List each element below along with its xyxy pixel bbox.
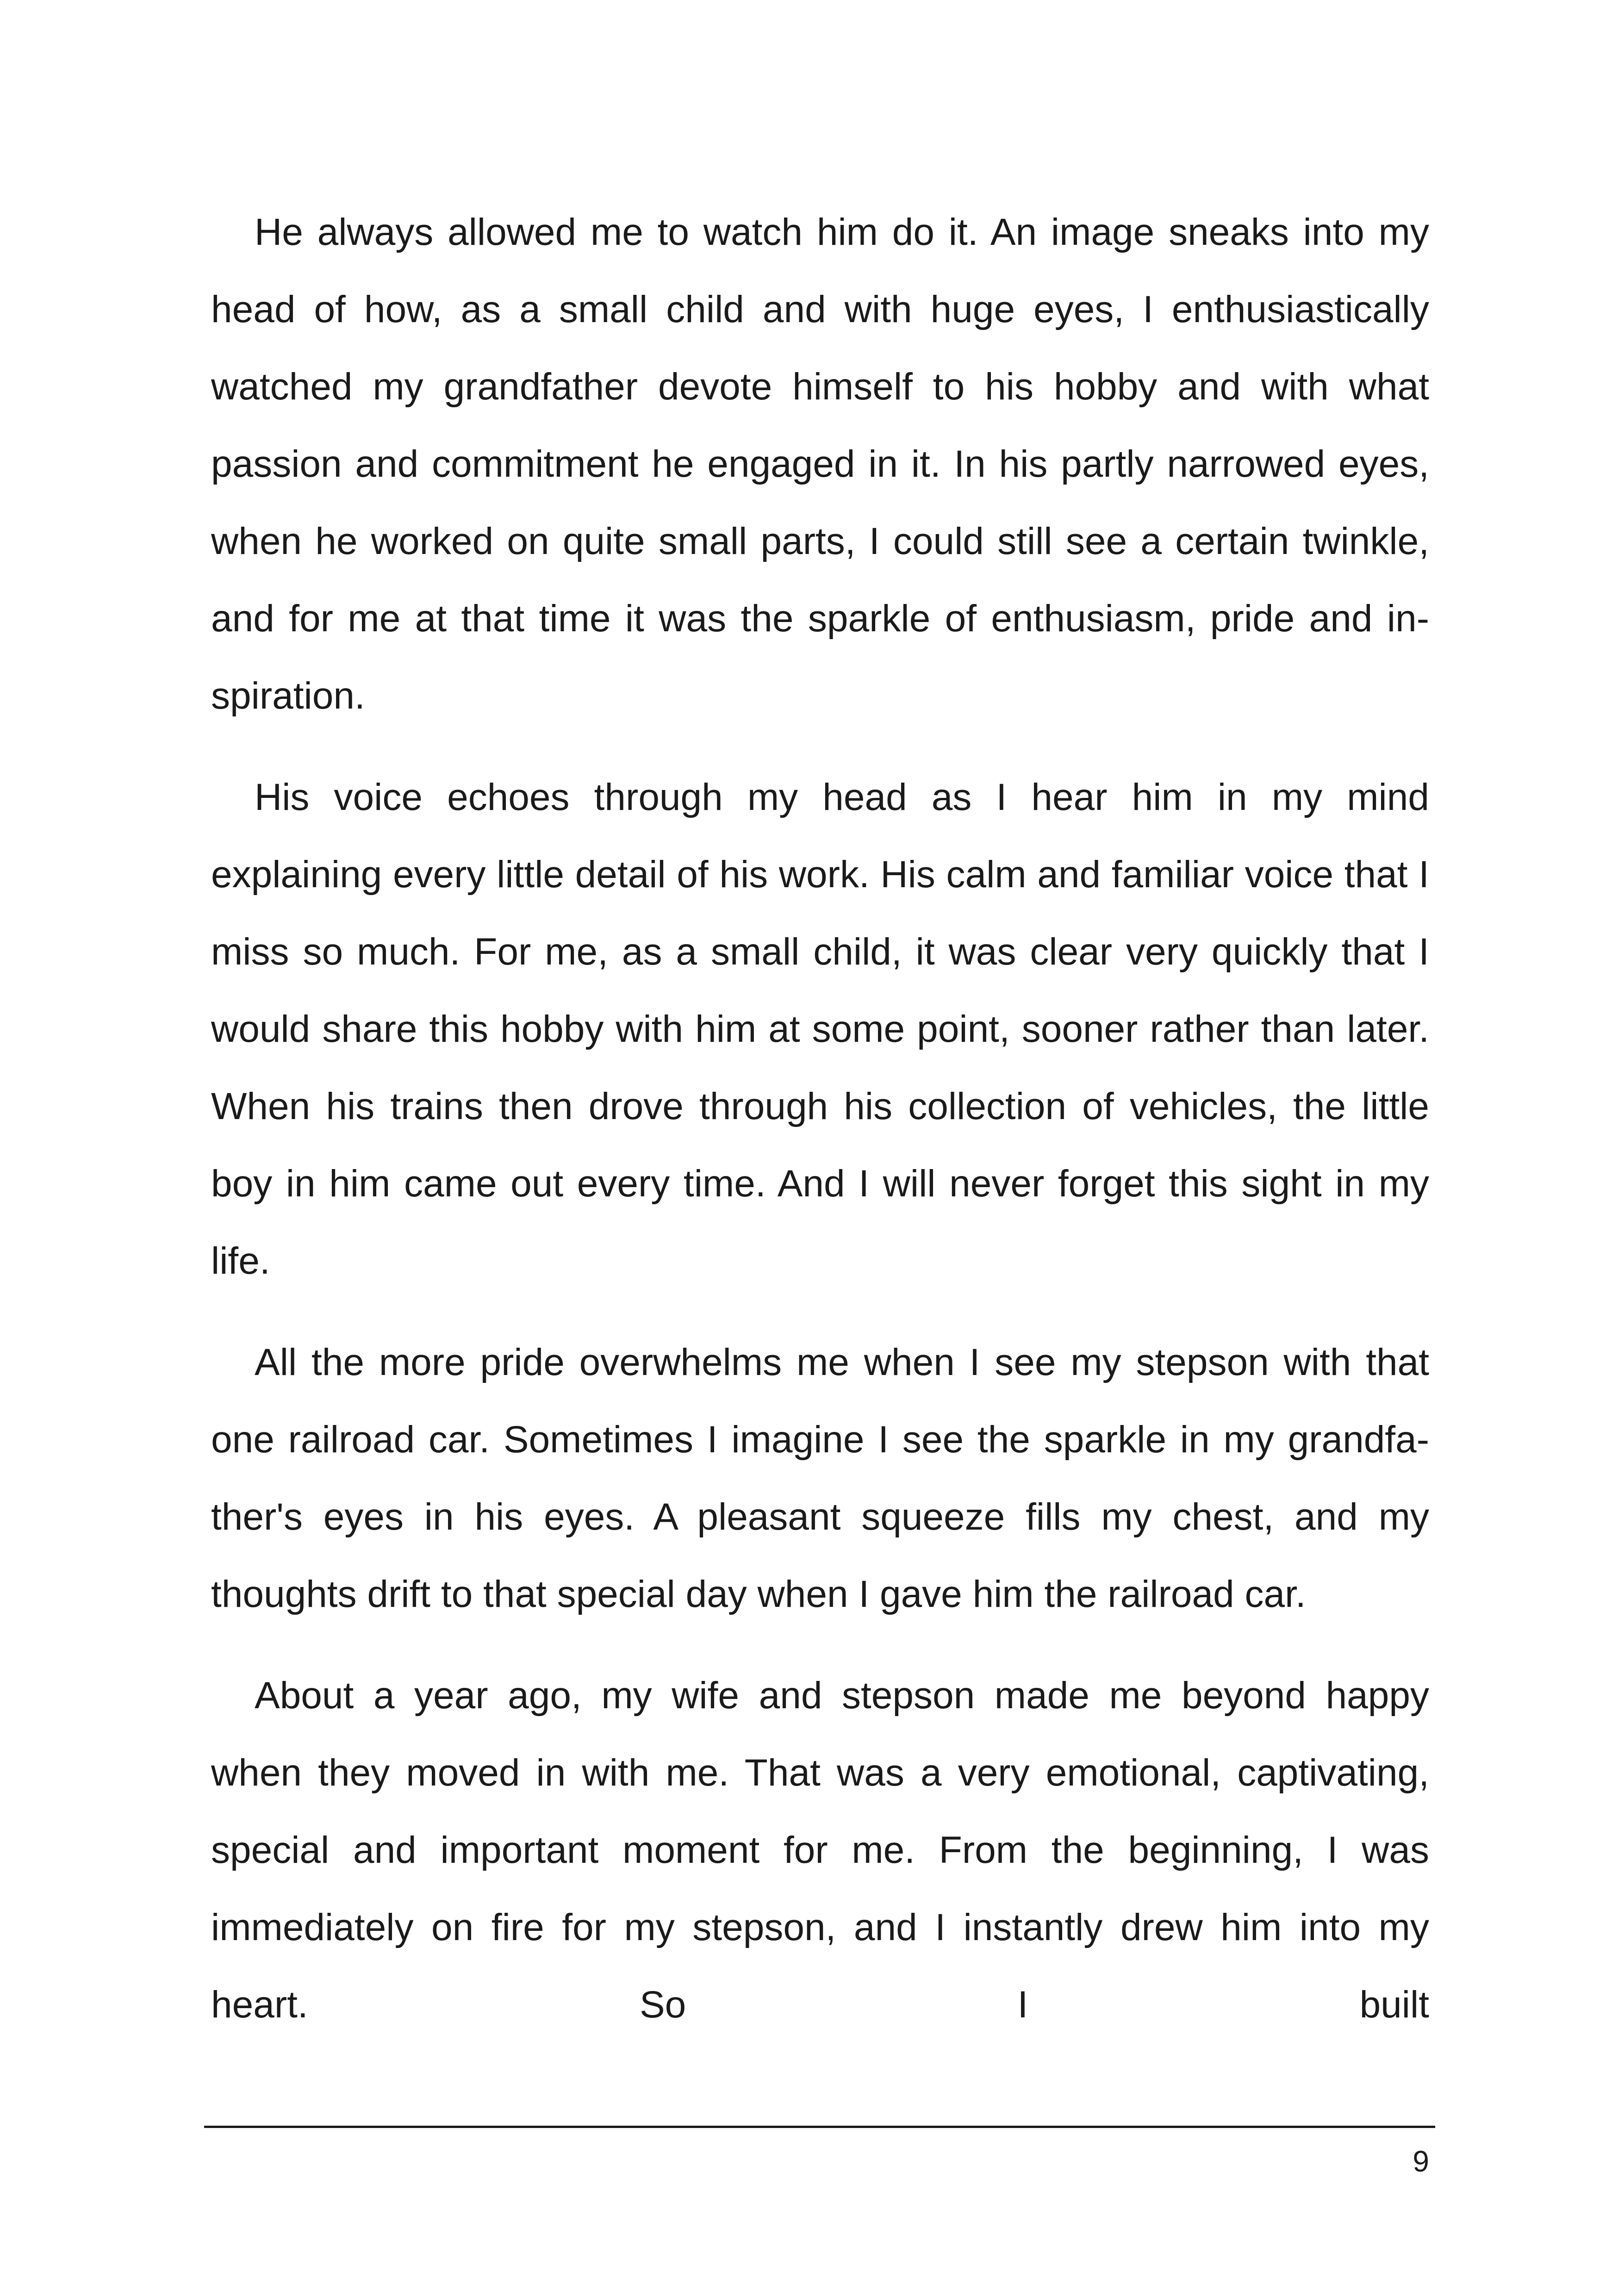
paragraph: He always allowed me to watch him do it. An image sneaks into my head of how, as a small child and with huge eyes, I enthusiastically watched my grandfather devote himself to his hobby and with what passion and commitment he engaged in it. In his partly narrowed eyes, when he worked on quite small parts, I could still see a certain twinkle, and for me at that time it was the sparkle of enthusiasm, pride and in-spiration.	[211, 211, 1429, 717]
footer-divider	[204, 2126, 1435, 2128]
paragraph: About a year ago, my wife and stepson made me beyond happy when they moved in with me. That was a very emotional, captivating, special and important moment for me. From the beginning, I was immediately on fire for my stepson, and I instantly drew him into my heart. So I built	[211, 1674, 1429, 2026]
paragraph: His voice echoes through my head as I hear him in my mind explaining every little detail of his work. His calm and familiar voice that I miss so much. For me, as a small child, it was clear very quickly that I would share this hobby with him at some point, sooner rather than later. When his trains then drove through his collection of vehicles, the little boy in him came out every time. And I will never forget this sight in my life.	[211, 776, 1429, 1282]
page-number: 9	[1413, 2145, 1429, 2178]
paragraph: All the more pride overwhelms me when I see my stepson with that one railroad car. Sometimes I imagine I see the sparkle in my grandfa-ther's eyes in his eyes. A pleasant squeeze fills my chest, and my thoughts drift to that special day when I gave him the railroad car.	[211, 1341, 1429, 1615]
body-text	[211, 193, 1429, 2043]
